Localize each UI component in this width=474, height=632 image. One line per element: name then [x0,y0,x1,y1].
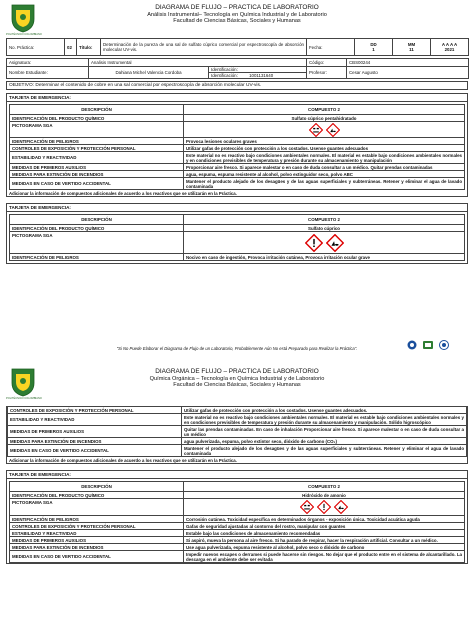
row-label: MEDIDAS PARA EXTINCIÓN DE INCENDIOS [10,171,184,178]
footer-quote: "Si No Puede Elaborar el Diagrama de Flujo de un Laboratorio, Probablemente Aún No está Preparado para Realizar la Práctica". [116,346,358,351]
row-value: Mantener el producto alejado de los desagües y de las aguas superficiales y subterráneas. Retener y eliminar el agua de lavado contaminada [184,178,465,190]
document-page-2 [6,366,468,564]
pictogram-cell [184,122,465,138]
row-label: PICTOGRAMA SGA [10,232,184,254]
emergency-card-title: TARJETA DE EMERGENCIA: [7,471,467,479]
codigo-value: CBS00244 [347,59,469,67]
no-practica-label: No. Práctica: [7,39,65,56]
col-descripcion: DESCRIPCIÓN [10,105,184,115]
row-value: Nocivo en caso de ingestión, Provoca irritación cutánea, Provoca irritación ocular grave [184,254,465,261]
titulo-label: Título: [77,39,101,56]
emergency-card-2 [6,203,468,264]
row-label: IDENTIFICACIÓN DEL PRODUCTO QUÍMICO [10,492,184,499]
row-value: Proporcionar aire fresco. Si aparece malestar o en caso de duda consultar a un médico. Quitar prendas contaminadas [184,164,465,171]
accreditation-badge-icon [422,340,434,350]
exclamation-pictogram-icon [305,234,323,252]
identificacion-label-2: Identificación: [211,73,238,78]
row-label: MEDIDAS EN CASO DE VERTIDO ACCIDENTAL [8,445,182,457]
row-value: Impedir nuevos escapes o derrames si puede hacerse sin riesgos. No dejar que el producto entre en el sistema de alcantarillado. La descarga en el ambiente debe ser evitada [184,551,465,563]
pictogram-cell [184,499,465,516]
col-descripcion: DESCRIPCIÓN [10,215,184,225]
emergency-card-title: TARJETA DE EMERGENCIA: [7,94,467,102]
emergency-table-2 [9,214,465,261]
product-name: Sulfato cúprico pentahidratado [184,115,465,122]
col-compuesto: COMPUESTO 2 [184,105,465,115]
nombre-value: Dahiana Michel Valencia Cordoba [89,67,209,79]
additional-info-note: Adicionar la información de compuestos adicionales de acuerdo a los reactivos que se utilizarán en la Práctica. [9,457,237,463]
quality-badge-icon [438,340,450,350]
environment-pictogram-icon [326,123,340,137]
page-header [6,366,468,400]
row-label: CONTROLES DE EXPOSICIÓN Y PROTECCIÓN PERSONAL [10,523,184,530]
header-faculty: Facultad de Ciencias Básicas, Sociales y Humanas [173,18,301,25]
header-subtitle: Análisis Instrumental– Tecnología en Química Industrial y de Laboratorio [147,11,327,18]
row-label: MEDIDAS EN CASO DE VERTIDO ACCIDENTAL [10,551,184,563]
row-label: ESTABILIDAD Y REACTIVIDAD [10,152,184,164]
row-value: Si aspiró, mueva la persona al aire fresco. Si ha parado de respirar, hacer la respiración artificial. Consultar a un médico. [184,537,465,544]
nombre-label: Nombre Estudiante: [7,67,89,79]
titulo-value: Determinación de la pureza de una sal de sulfato cúprico comercial por espectroscopía de absorción molecular UV-vis. [101,39,307,56]
row-label: MEDIDAS DE PRIMEROS AUXILIOS [10,537,184,544]
certification-badges [406,340,450,350]
identificacion-label-1: Identificación: [211,67,238,72]
corrosive-pictogram-icon [309,123,323,137]
row-label: IDENTIFICACIÓN DEL PRODUCTO QUÍMICO [10,225,184,232]
no-practica-value: 02 [65,39,77,56]
row-value: Use agua pulverizada, espuma resistente al alcohol, polvo seco o dióxido de carbono [184,544,465,551]
row-label: MEDIDAS DE PRIMEROS AUXILIOS [10,164,184,171]
product-name: Hidróxido de amonio [184,492,465,499]
row-label: PICTOGRAMA SGA [10,122,184,138]
pictogram-cell [184,232,465,254]
student-info-table [6,58,469,79]
profesor-label: Profesor: [307,67,347,79]
emergency-table-continued [7,406,467,457]
row-label: ESTABILIDAD Y REACTIVIDAD [10,530,184,537]
row-value: agua, espuma, espuma resistente al alcohol, polvo extinguidor seco, polvo ABC [184,171,465,178]
row-label: PICTOGRAMA SGA [10,499,184,516]
row-label: IDENTIFICACIÓN DEL PRODUCTO QUÍMICO [10,115,184,122]
practice-info-table [6,38,469,56]
product-name: Sulfato cúprico [184,225,465,232]
header-subtitle: Química Orgánica – Tecnología en Química Industrial y de Laboratorio [149,375,325,382]
row-value: Gafas de seguridad ajustadas al contorno del rostro, manipular con guantes [184,523,465,530]
corrosive-pictogram-icon [300,500,314,514]
identificacion-cell [209,67,307,79]
row-value: Utilizar gafas de protección con protección a los costados. Usense guantes adecuados [184,145,465,152]
col-compuesto: COMPUESTO 2 [184,215,465,225]
row-label: MEDIDAS PARA EXTINCIÓN DE INCENDIOS [8,438,182,445]
row-value: Mantener el producto alejado de los desagües y de las aguas superficiales y subterráneas. Retener y eliminar el agua de lavado contaminada [182,445,467,457]
emergency-table-1 [9,104,465,190]
emergency-card-1 [6,93,468,197]
logo-caption: POLITÉCNICO COLOMBIANO [6,397,42,400]
row-value: Este material no es reactivo bajo condiciones ambientales normales. El material es estable bajo condiciones ambientales normales y en condiciones previsibles de temperatura y presión durante su almacenamiento y manipulación [184,152,465,164]
row-value: Utilizar gafas de protección con protección a los costados. Usense guantes adecuados. [182,407,467,414]
header-title: DIAGRAMA DE FLUJO – PRACTICA DE LABORATORIO [155,4,319,11]
codigo-label: Código: [307,59,347,67]
col-compuesto: COMPUESTO 2 [184,482,465,492]
row-value: Este material no es reactivo bajo condiciones ambientales normales. El material es estable bajo condiciones ambientales normales y en condiciones previsibles de temperatura y presión durante su almacenamiento y manipulación. Sólido higroscópico [182,414,467,426]
emergency-card-continued [6,406,468,464]
objective-table [6,81,468,90]
row-label: ESTABILIDAD Y REACTIVIDAD [8,414,182,426]
emergency-card-3 [6,470,468,564]
row-label: IDENTIFICACIÓN DE PELIGROS [10,138,184,145]
environment-pictogram-icon [326,234,344,252]
row-label: IDENTIFICACIÓN DE PELIGROS [10,254,184,261]
page-header [6,2,468,36]
environment-pictogram-icon [334,500,348,514]
exclamation-pictogram-icon [317,500,331,514]
row-label: MEDIDAS PARA EXTINCIÓN DE INCENDIOS [10,544,184,551]
col-descripcion: DESCRIPCIÓN [10,482,184,492]
profesor-value: Cesar Augusto [347,67,469,79]
identificacion-value: 1001131640 [249,73,274,78]
row-value: Quitar las prendas contaminadas. En caso de inhalación Proporcionar aire fresco. Si aparece malestar o en caso de duda consultar a un médico [182,426,467,438]
row-label: IDENTIFICACIÓN DE PELIGROS [10,516,184,523]
fecha-label: Fecha: [307,39,355,56]
row-label: CONTROLES DE EXPOSICIÓN Y PROTECCIÓN PERSONAL [8,407,182,414]
objective-text: OBJETIVO: Determinar el contenido de cobre en una sal comercial por espectroscopía de absorción molecular UV-vis. [7,82,468,90]
row-label: MEDIDAS EN CASO DE VERTIDO ACCIDENTAL [10,178,184,190]
row-value: Provoca lesiones oculares graves [184,138,465,145]
fecha-aaaa: A A A A 2021 [431,39,469,56]
row-label: CONTROLES DE EXPOSICIÓN Y PROTECCIÓN PERSONAL [10,145,184,152]
logo-caption: POLITÉCNICO COLOMBIANO [6,33,42,36]
header-faculty: Facultad de Ciencias Básicas, Sociales y Humanas [173,382,301,389]
emergency-card-title: TARJETA DE EMERGENCIA: [7,204,467,212]
certification-badge-icon [406,340,418,350]
row-label: MEDIDAS DE PRIMEROS AUXILIOS [8,426,182,438]
asignatura-value: Analisis Instrumental [89,59,307,67]
row-value: Corrosión cutánea. Toxicidad específica en determinados órganos - exposición única. Toxicidad acuática aguda [184,516,465,523]
asignatura-label: Asignatura: [7,59,89,67]
emergency-table-3 [9,481,465,563]
row-value: agua pulverizada, espuma, polvo extintor seco, dióxido de carbono (CO₂) [182,438,467,445]
fecha-dd: DD 1 [355,39,393,56]
additional-info-note: Adicionar la información de compuestos adicionales de acuerdo a los reactivos que se utilizarán en la Práctica. [9,190,237,196]
document-page-1 [6,2,468,264]
fecha-mm: MM 11 [393,39,431,56]
row-value: Estable bajo las condiciones de almacenamiento recomendadas [184,530,465,537]
header-title: DIAGRAMA DE FLUJO – PRACTICA DE LABORATORIO [155,368,319,375]
